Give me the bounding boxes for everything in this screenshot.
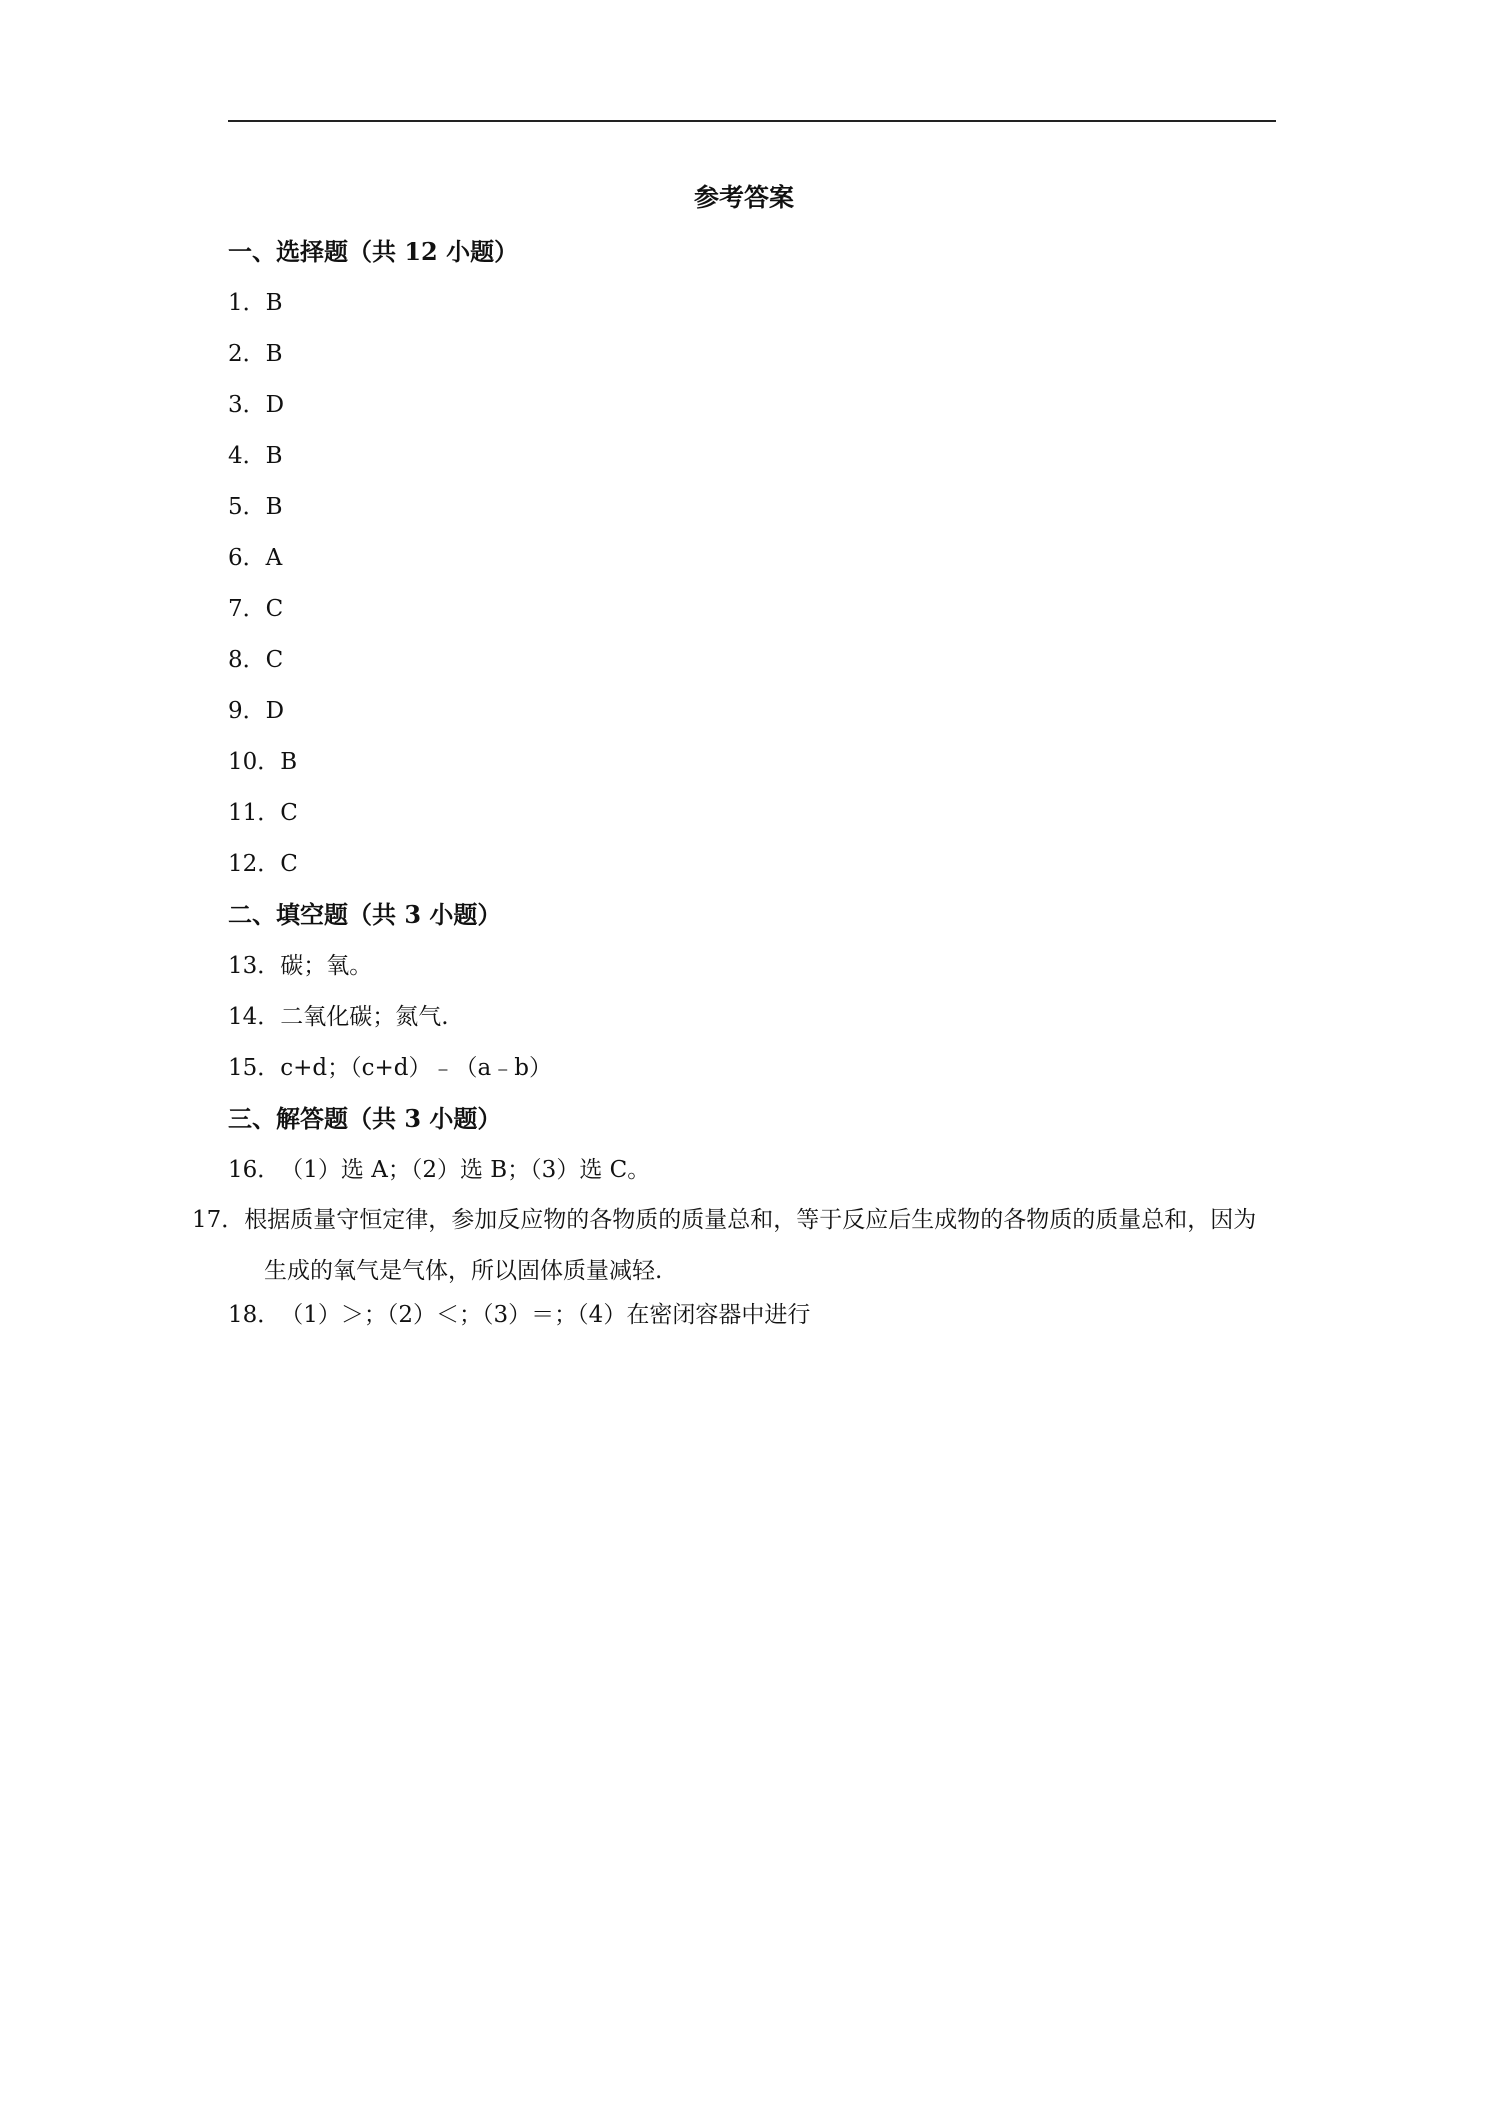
answer-number: 12． xyxy=(228,851,281,877)
answer-number: 14． xyxy=(228,1004,281,1030)
answer-text: B xyxy=(280,749,298,775)
answer-text: 二氧化碳；氮气. xyxy=(280,1004,449,1030)
answer-number: 11． xyxy=(228,800,281,826)
answer-text: （1）选 A；（2）选 B；（3）选 C。 xyxy=(280,1157,651,1183)
answer-text: 碳；氧。 xyxy=(280,953,373,979)
answer-text: B xyxy=(265,290,283,316)
answer-number: 2． xyxy=(228,341,266,367)
answer-number: 3． xyxy=(228,392,266,418)
section-heading-fill-blank: 二、填空题（共 3 小题） xyxy=(228,900,502,929)
answer-number: 8． xyxy=(228,647,266,673)
answer-text: 根据质量守恒定律，参加反应物的各物质的质量总和，等于反应后生成物的各物质的质量总和，因为生成的氧气是气体，所以固体质量减轻. xyxy=(244,1207,1257,1284)
answer-text: B xyxy=(265,341,283,367)
answer-item xyxy=(228,591,1278,642)
answer-text: B xyxy=(265,494,283,520)
answer-item xyxy=(228,693,1278,744)
answer-item xyxy=(228,846,1278,897)
header-rule xyxy=(228,120,1276,122)
answer-text: c+d；（c+d）﹣（a﹣b） xyxy=(280,1055,552,1081)
answer-text: D xyxy=(265,698,285,724)
answer-item xyxy=(228,642,1278,693)
answer-number: 16． xyxy=(228,1157,281,1183)
answer-text: D xyxy=(265,392,285,418)
answer-item xyxy=(228,540,1278,591)
answer-item xyxy=(228,1050,1278,1101)
page-title: 参考答案 xyxy=(693,183,794,212)
answer-number: 1． xyxy=(228,290,266,316)
answer-item xyxy=(228,948,1278,999)
answer-item xyxy=(192,1195,1278,1297)
answer-item xyxy=(228,438,1278,489)
answer-number: 17． xyxy=(192,1207,245,1233)
answer-text: C xyxy=(265,596,284,622)
answer-number: 18． xyxy=(228,1302,281,1328)
answer-text: C xyxy=(280,800,298,826)
section-heading-solution: 三、解答题（共 3 小题） xyxy=(228,1104,502,1133)
answer-text: （1）＞；（2）＜；（3）＝；（4）在密闭容器中进行 xyxy=(280,1302,811,1328)
answer-number: 9． xyxy=(228,698,266,724)
answer-content xyxy=(192,234,1278,1348)
answer-number: 4． xyxy=(228,443,266,469)
answer-text: A xyxy=(265,545,283,571)
answer-text: C xyxy=(280,851,298,877)
answer-number: 15． xyxy=(228,1055,281,1081)
answer-item xyxy=(228,1297,1278,1348)
answer-item xyxy=(228,744,1278,795)
answer-text: C xyxy=(265,647,284,673)
answer-item xyxy=(228,489,1278,540)
answer-item xyxy=(228,336,1278,387)
answer-text: B xyxy=(265,443,283,469)
answer-number: 10． xyxy=(228,749,281,775)
answer-number: 7． xyxy=(228,596,266,622)
answer-number: 6． xyxy=(228,545,266,571)
answer-item xyxy=(228,795,1278,846)
answer-item xyxy=(228,285,1278,336)
answer-item xyxy=(228,999,1278,1050)
answer-number: 5． xyxy=(228,494,266,520)
answer-number: 13． xyxy=(228,953,281,979)
section-heading-choice: 一、选择题（共 12 小题） xyxy=(228,237,519,266)
answer-item xyxy=(228,387,1278,438)
